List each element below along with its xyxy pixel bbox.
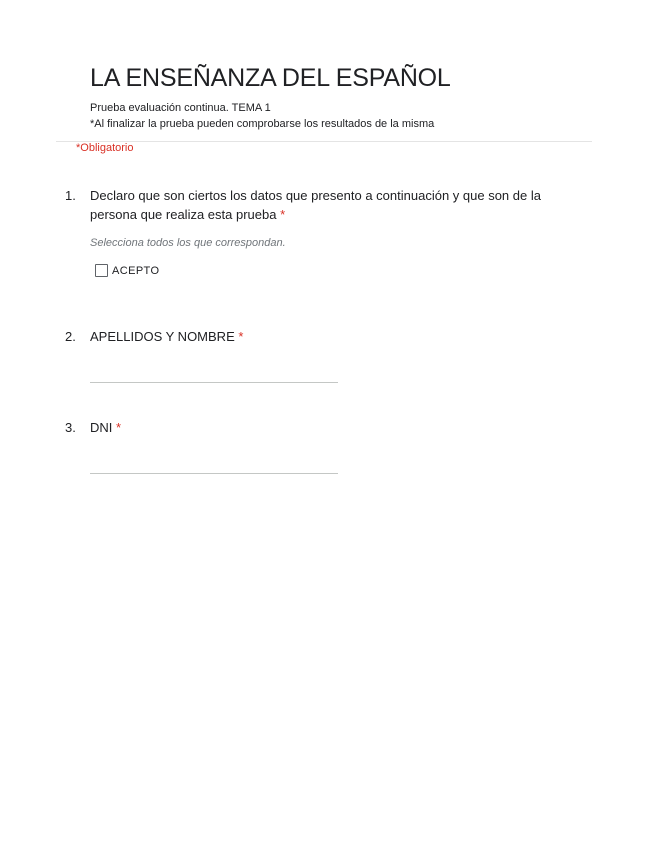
question-2-label: APELLIDOS Y NOMBRE (90, 329, 235, 344)
question-1-number: 1. (65, 188, 76, 203)
question-1-hint: Selecciona todos los que correspondan. (90, 237, 286, 249)
question-2-number: 2. (65, 329, 76, 344)
form-description-line-2: *Al finalizar la prueba pueden comprobarse los resultados de la misma (90, 118, 435, 130)
form-title: LA ENSEÑANZA DEL ESPAÑOL (90, 64, 451, 92)
question-3-number: 3. (65, 420, 76, 435)
checkbox-option-acepto[interactable] (95, 264, 159, 277)
question-3-label: DNI (90, 420, 113, 435)
apellidos-nombre-input[interactable] (90, 382, 338, 383)
required-marker: * (238, 329, 244, 344)
required-marker: * (116, 420, 122, 435)
dni-input[interactable] (90, 473, 338, 474)
checkbox-icon[interactable] (95, 264, 108, 277)
question-2-text (90, 327, 243, 346)
question-1-label: Declaro que son ciertos los datos que presento a continuación y que son de la persona que realiza esta prueba (90, 188, 541, 222)
header-divider (56, 141, 592, 142)
required-note: *Obligatorio (76, 142, 134, 154)
question-1-text (90, 186, 560, 224)
form-description (90, 100, 434, 132)
form-description-line-1: Prueba evaluación continua. TEMA 1 (90, 102, 271, 114)
checkbox-label: ACEPTO (112, 264, 160, 277)
question-3-text (90, 418, 121, 437)
required-marker: * (280, 207, 286, 222)
